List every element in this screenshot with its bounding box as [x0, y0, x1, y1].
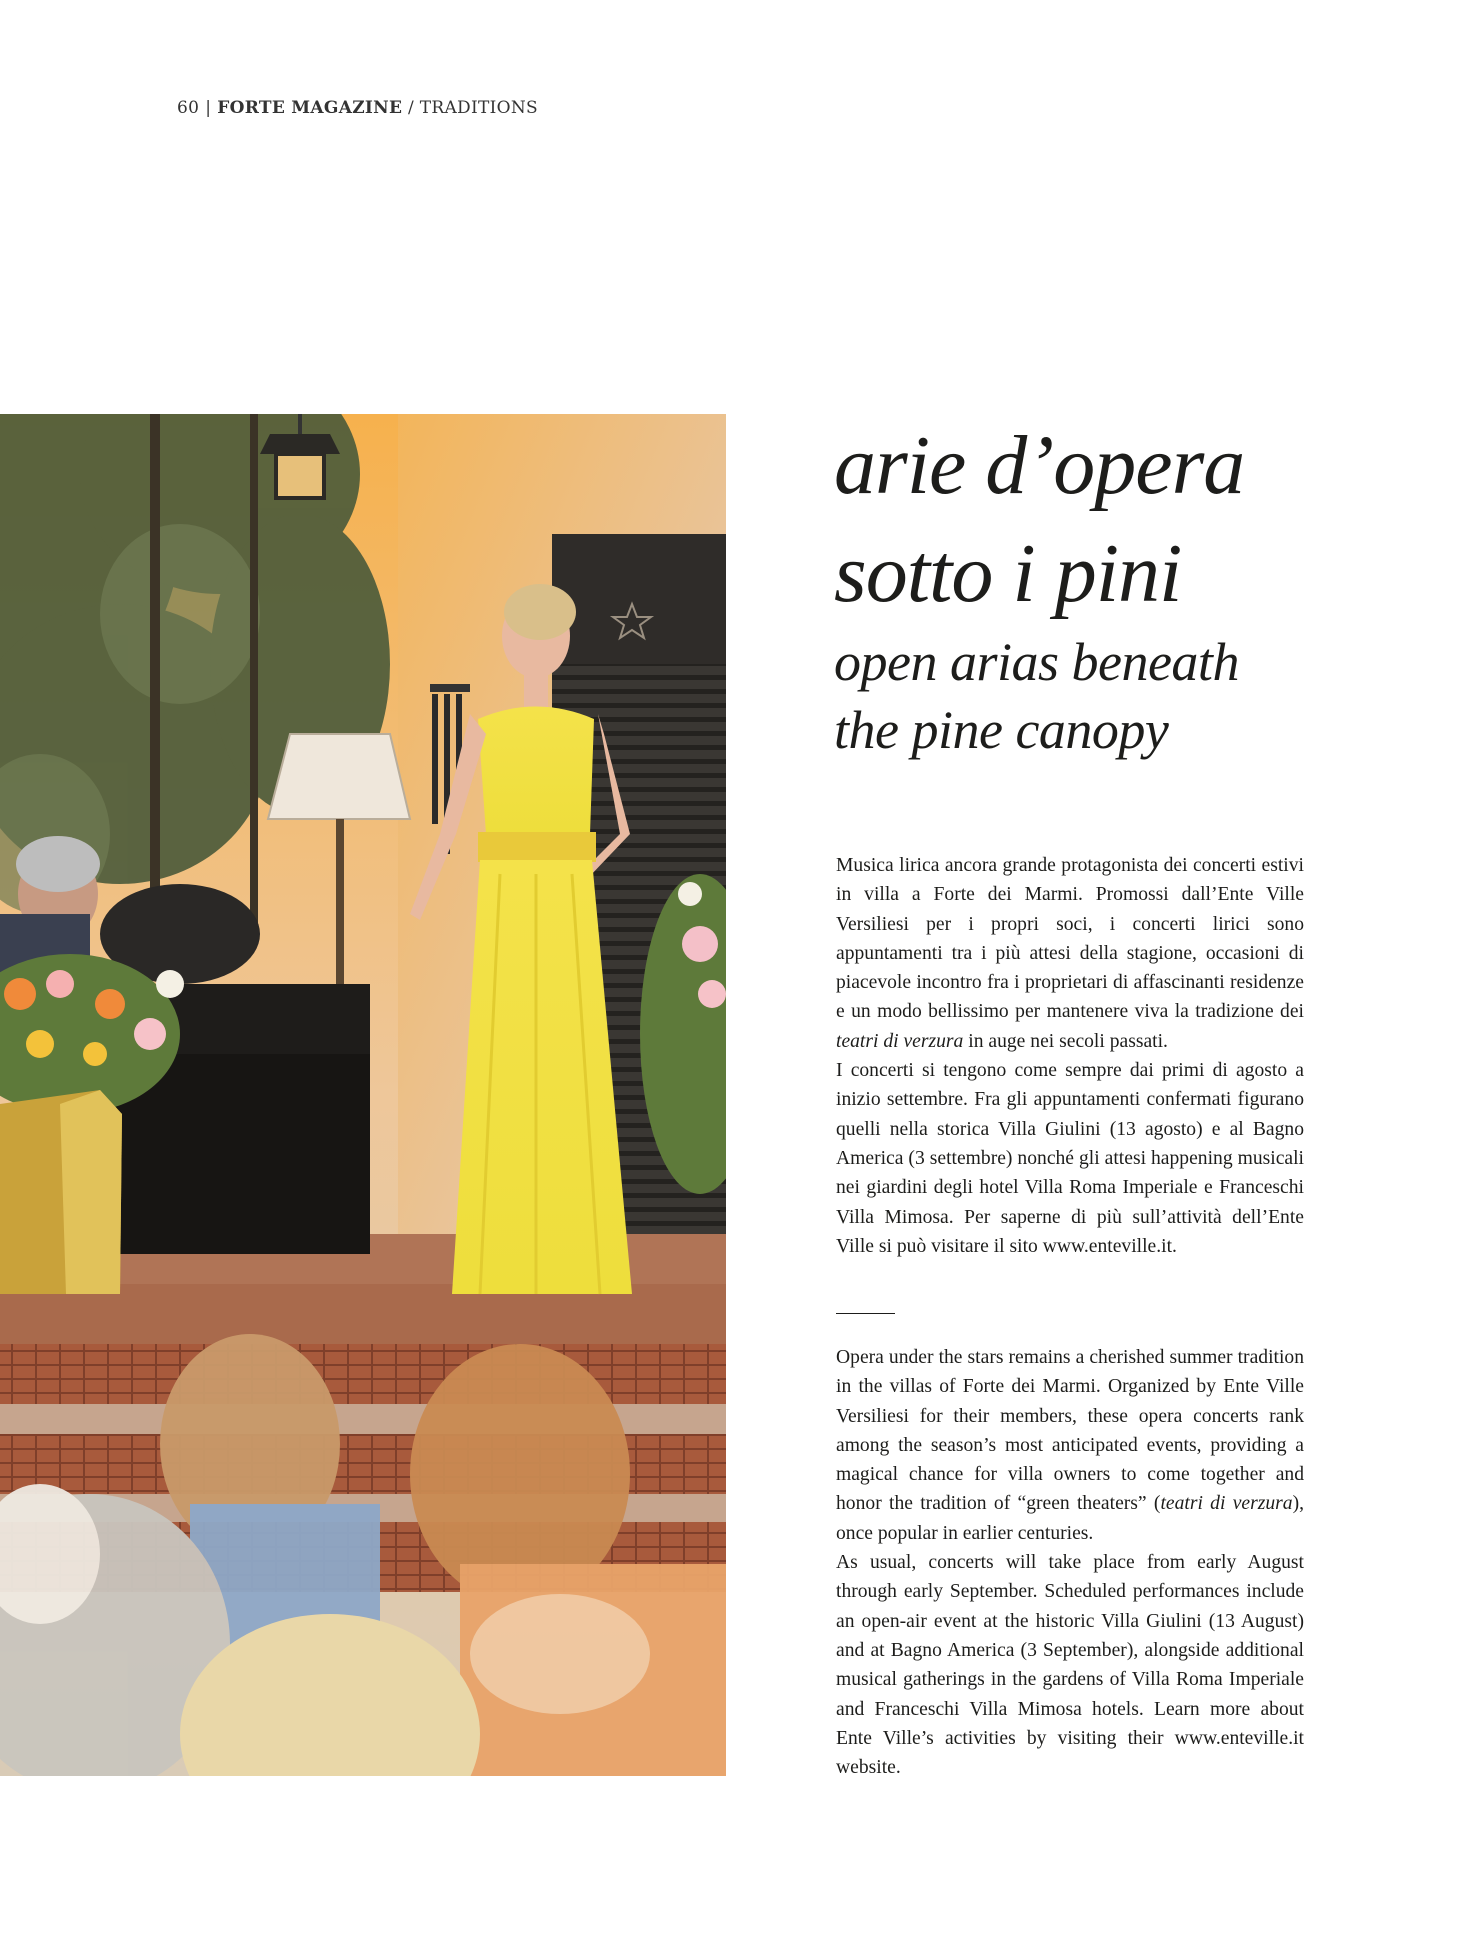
- italian-paragraph-2: I concerti si tengono come sempre dai primi di agosto a inizio settembre. Fra gli appuntamenti confermati figurano quelli nella storica Villa Giulini (13 agosto) e al Bagno America (3 settembre) nonché gli attesi happening musicali nei giardini degli hotel Villa Roma Imperiale e Franceschi Villa Mimosa. Per saperne di più sull’attività dell’Ente Ville si può visitare il sito www.enteville.it.: [836, 1060, 1304, 1257]
- english-text: [836, 1343, 1304, 1782]
- english-paragraph-1: [836, 1343, 1304, 1548]
- english-text-part-2: ), once popular in earlier centuries.: [836, 1493, 1304, 1544]
- title-line-2: sotto i pini: [834, 527, 1182, 620]
- subtitle-line-1: open arias beneath: [834, 632, 1239, 692]
- english-paragraph-2: As usual, concerts will take place from early August through early September. Scheduled performances include an open-air event at the historic Villa Giulini (13 August) and at Bagno America (3 September), alongside additional musical gatherings in the gardens of Villa Roma Imperiale and Franceschi Villa Mimosa hotels. Learn more about Ente Ville’s activities by visiting their www.enteville.it website.: [836, 1552, 1304, 1779]
- italian-paragraph-1: [836, 851, 1304, 1056]
- italian-text-part-2: in auge nei secoli passati.: [963, 1030, 1168, 1052]
- italian-text-part-1: Musica lirica ancora grande protagonista dei concerti estivi in villa a Forte dei Marmi. Promossi dall’Ente Ville Versiliesi per i propri soci, i concerti lirici sono appuntamenti tra i più attesi della stagione, occasioni di piacevole incontro fra i proprietari di affascinanti residenze e un modo bellissimo per mantenere viva la tradizione dei: [836, 855, 1304, 1023]
- title-line-1: arie d’opera: [834, 419, 1245, 512]
- italian-text: [836, 851, 1304, 1261]
- section-name: / TRADITIONS: [408, 98, 539, 118]
- article-title: [834, 412, 1354, 628]
- section-divider: [836, 1313, 895, 1314]
- italian-italic-term: teatri di verzura: [836, 1030, 964, 1052]
- subtitle-line-2: the pine canopy: [834, 700, 1169, 760]
- header-separator: |: [205, 98, 212, 118]
- page-number: 60: [177, 98, 200, 118]
- english-text-part-1: Opera under the stars remains a cherished summer tradition in the villas of Forte dei Marmi. Organized by Ente Ville Versiliesi for their members, these opera concerts rank among the season’s most anticipated events, providing a magical chance for villa owners to come together and honor the tradition of “green theaters” (: [836, 1347, 1304, 1515]
- running-header: [177, 98, 538, 118]
- article-subtitle: [834, 628, 1354, 764]
- english-italic-term: teatri di verzura: [1160, 1493, 1293, 1515]
- concert-photo: [0, 414, 726, 1776]
- magazine-name: FORTE MAGAZINE: [217, 98, 403, 118]
